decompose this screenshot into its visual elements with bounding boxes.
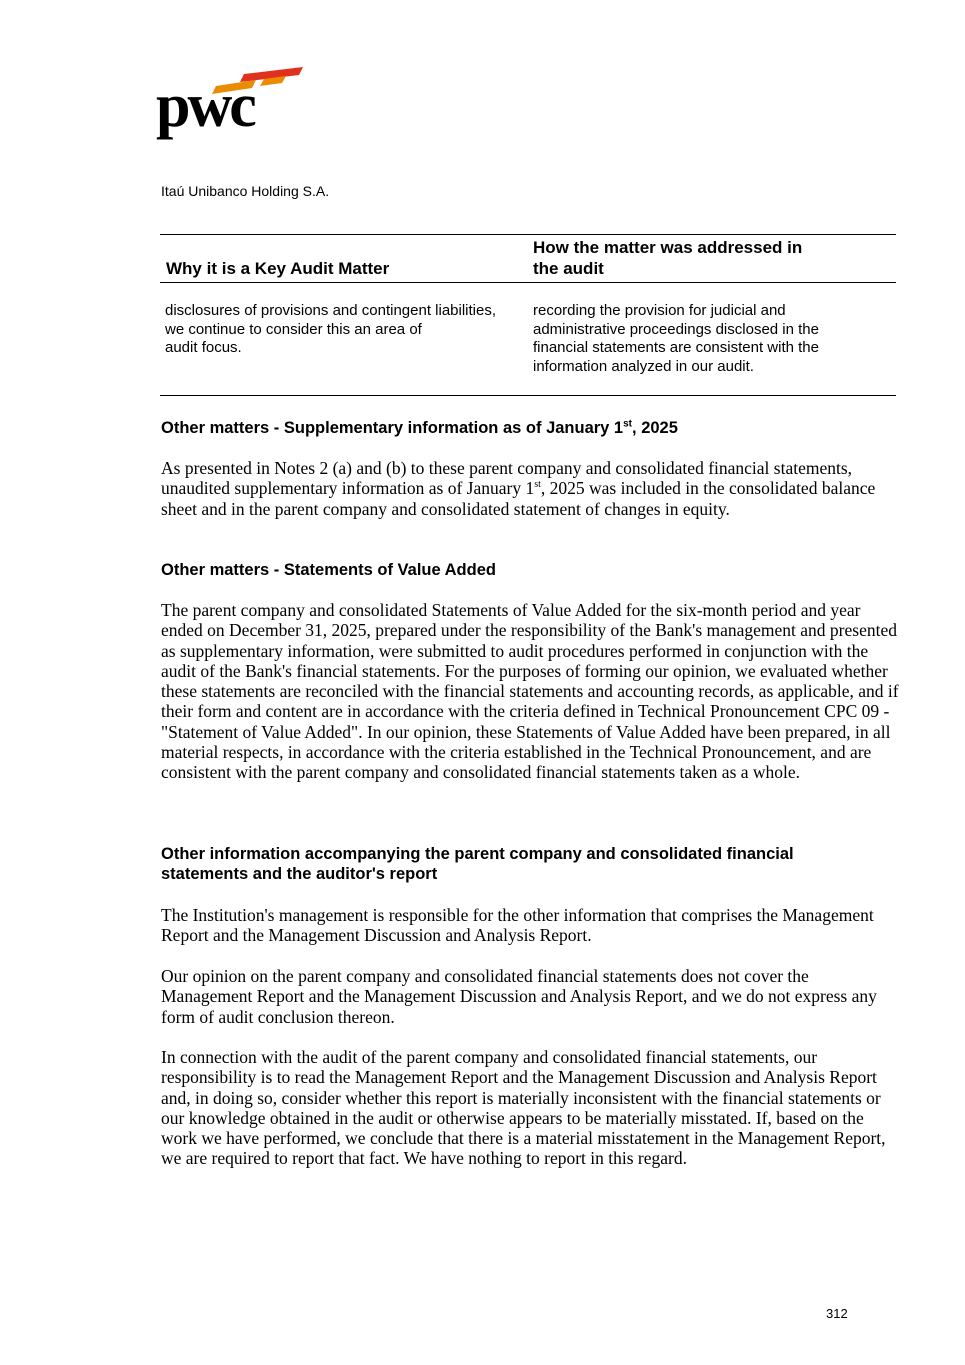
logo-text: pwc <box>156 72 254 140</box>
other-info-paragraph-3: In connection with the audit of the parent company and consolidated financial statements, our responsibility is to read the Management Report and the Management Discussion and Analysis Report and, in doing so, consider whether this report is materially inconsistent with the financial statements or our knowledge obtained in the audit or otherwise appears to be materially misstated. If, based on the work we have performed, we conclude that there is a material misstatement in the Management Report, we are required to report that fact. We have nothing to report in this regard. <box>161 1047 886 1169</box>
key-audit-matter-table <box>160 234 896 396</box>
value-added-paragraph: The parent company and consolidated Statements of Value Added for the six-month period and year ended on December 31, 2025, prepared under the responsibility of the Bank's management and presented as supplementary information, were submitted to audit procedures performed in conjunction with the audit of the Bank's financial statements. For the purposes of forming our opinion, we evaluated whether these statements are reconciled with the financial statements and accounting records, as applicable, and if their form and content are in accordance with the criteria defined in Technical Pronouncement CPC 09 - "Statement of Value Added". In our opinion, these Statements of Value Added have been prepared, in all material respects, in accordance with the criteria established in the Technical Pronouncement, and are consistent with the parent company and consolidated financial statements taken as a whole. <box>161 600 899 783</box>
pwc-logo <box>156 64 306 140</box>
table-row <box>160 283 896 395</box>
other-info-paragraph-2: Our opinion on the parent company and consolidated financial statements does not cover the Management Report and the Management Discussion and Analysis Report, and we do not express any form of audit conclusion thereon. <box>161 966 877 1027</box>
col1-header: Why it is a Key Audit Matter <box>166 259 390 278</box>
company-name: Itaú Unibanco Holding S.A. <box>161 183 330 199</box>
col2-header: How the matter was addressed in the audit <box>533 238 803 278</box>
other-info-paragraph-1: The Institution's management is responsible for the other information that comprises the Management Report and the Management Discussion and Analysis Report. <box>161 905 874 946</box>
page-number: 312 <box>826 1306 848 1321</box>
supplementary-info-heading: Other matters - Supplementary information as of January 1st, 2025 <box>161 418 678 437</box>
supplementary-info-paragraph: As presented in Notes 2 (a) and (b) to these parent company and consolidated financial statements, unaudited supplementary information as of January 1st, 2025 was included in the consolidated balance sheet and in the parent company and consolidated statement of changes in equity. <box>161 458 876 519</box>
table-header-row <box>160 235 896 283</box>
col1-cell: disclosures of provisions and contingent liabilities, we continue to consider this an area of audit focus. <box>165 302 497 356</box>
value-added-heading: Other matters - Statements of Value Added <box>161 561 496 579</box>
col2-cell: recording the provision for judicial and administrative proceedings disclosed in the financial statements are consistent with the information analyzed in our audit. <box>533 302 819 375</box>
other-information-heading: Other information accompanying the parent company and consolidated financial statements and the auditor's report <box>161 845 794 883</box>
